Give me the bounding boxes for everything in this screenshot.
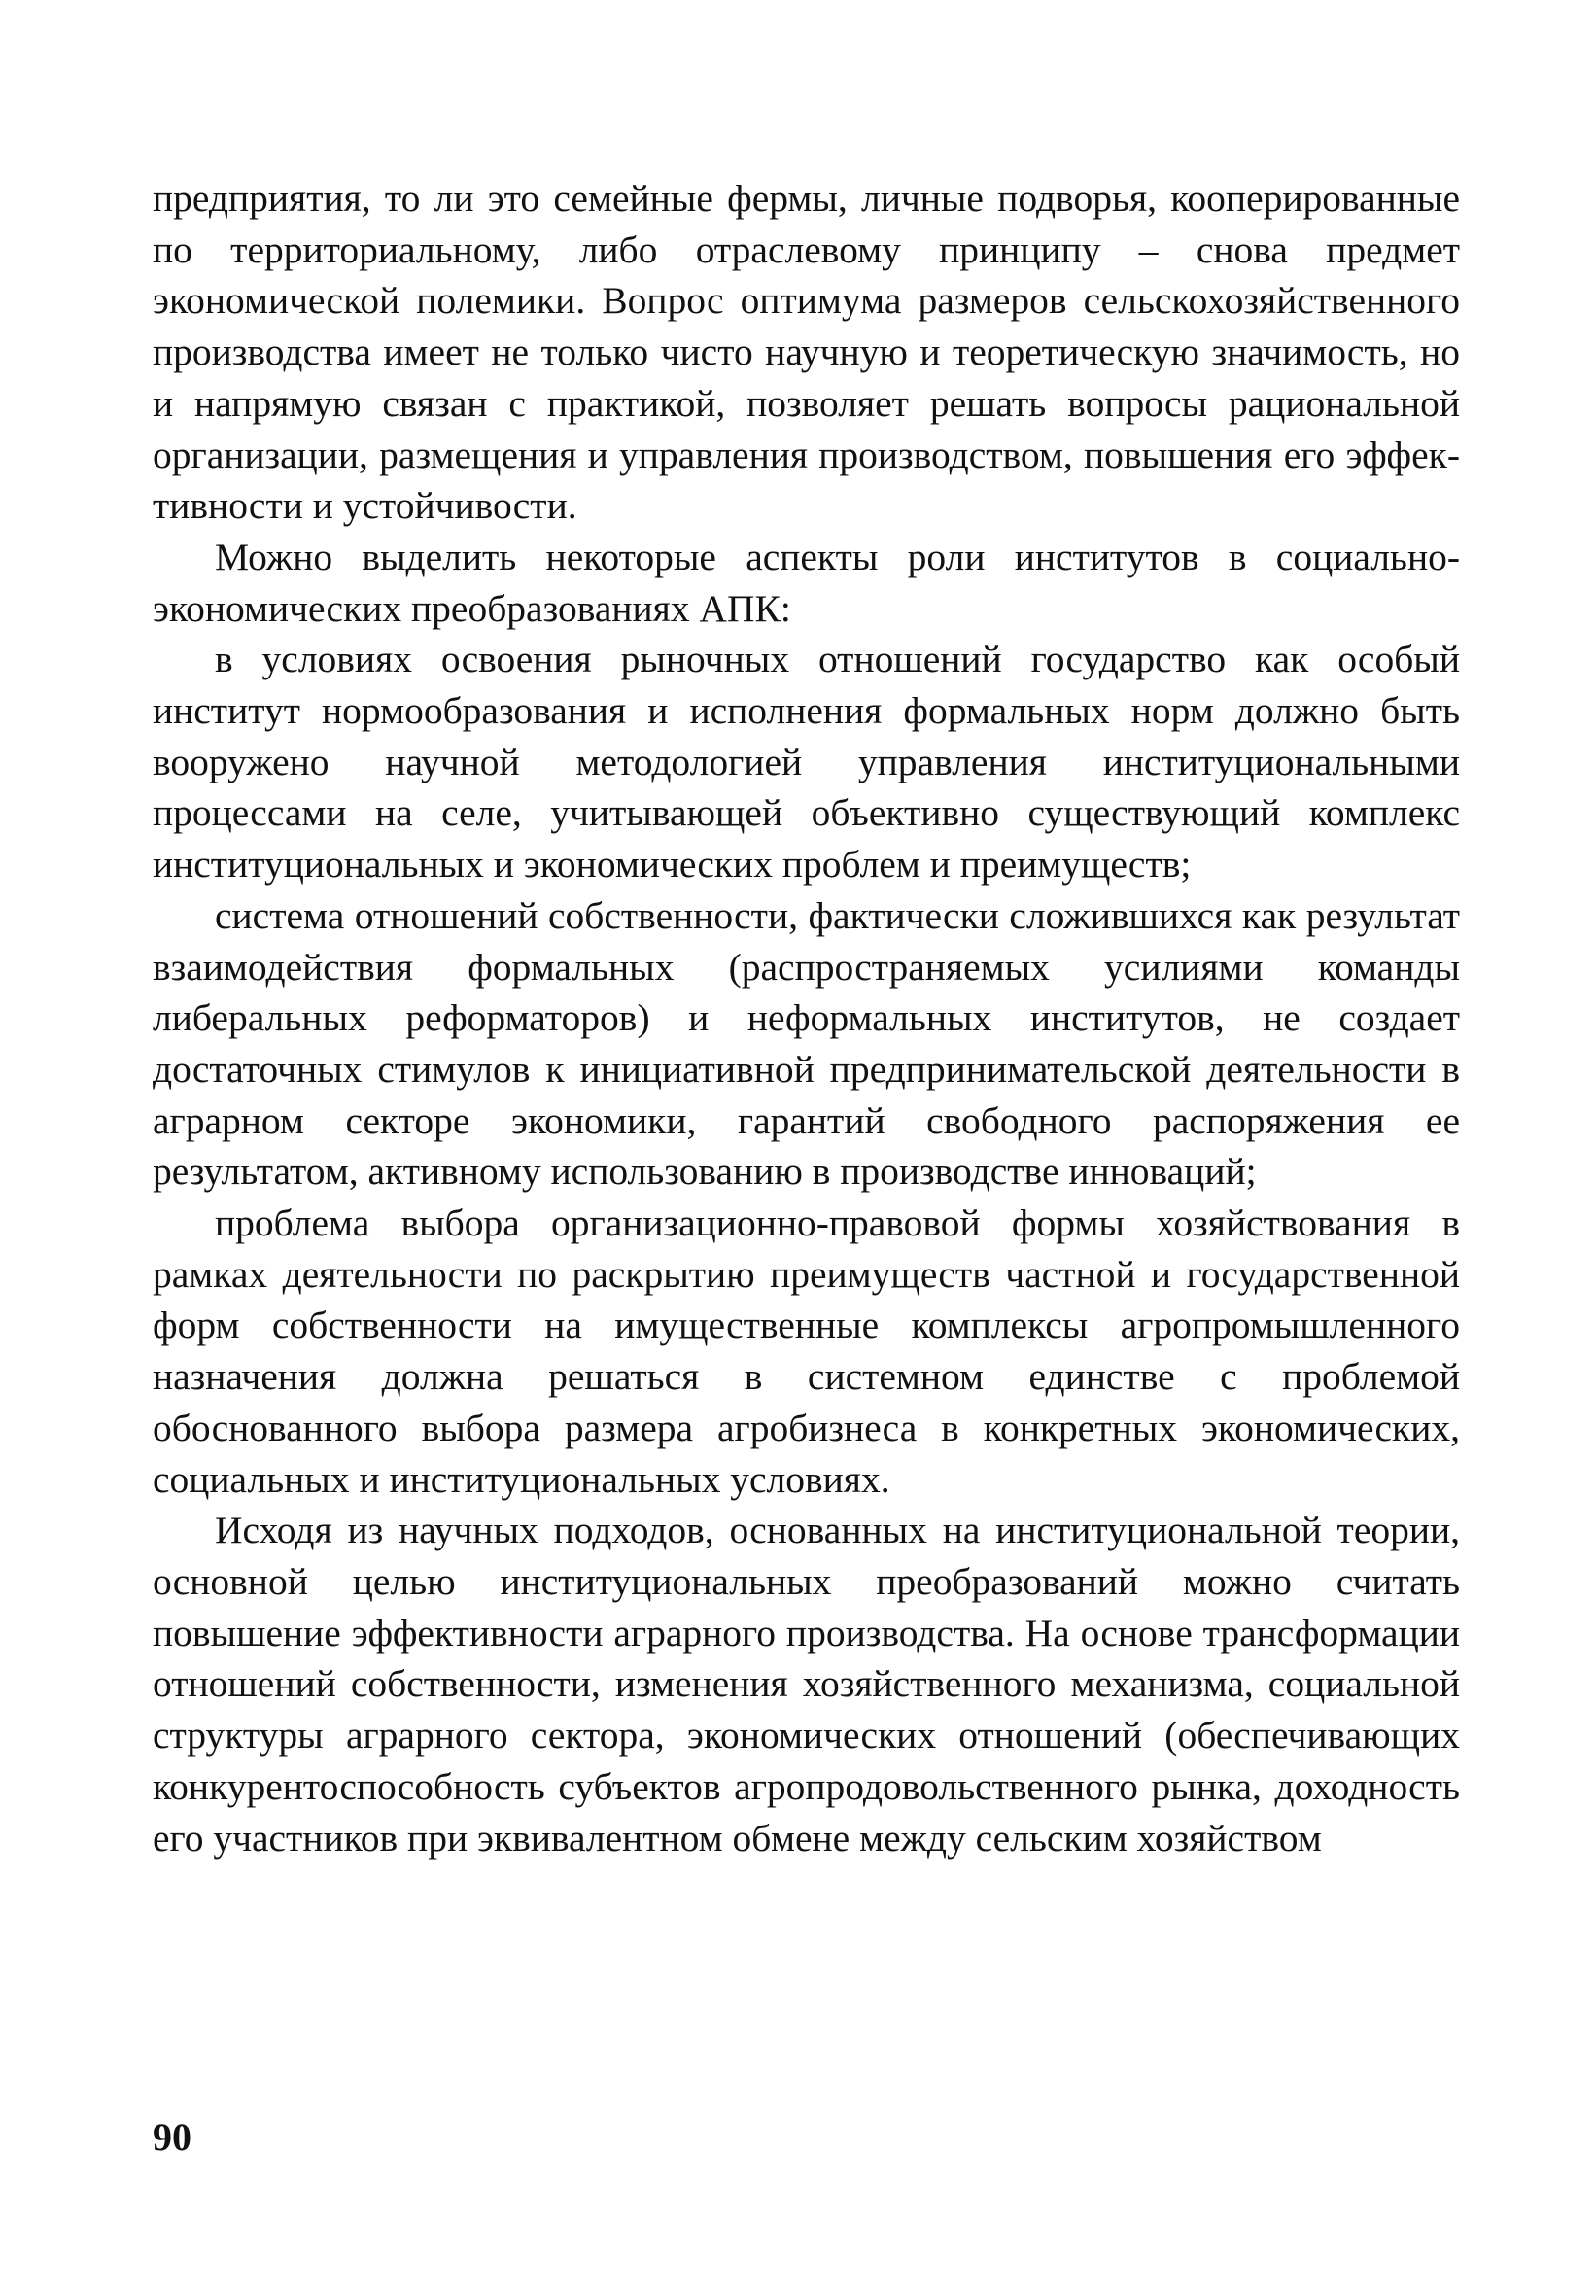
paragraph-continuation: предприятия, то ли это семейные фермы, личные подворья, кооперированные по территориальному, либо отраслевому принципу – снова предмет экономической полемики. Вопрос оптимума размеров сельскохозяйственного производства имеет не только чисто научную и теоретическую значимость, но и напрямую связан с практикой, позволяет решать вопросы рациональной организации, размещения и управления производством, повышения его эффективности и устойчивости. (153, 177, 1460, 528)
list-item-organizational-form: проблема выбора организационно-правовой формы хозяйствования в рамках деятельности по раскрытию преимуществ частной и государственной форм собственности на имущественные комплексы агропромышленного назначения должна решаться в системном единстве с проблемой обоснованного выбора размера агробизнеса в конкретных экономических, социальных и институциональных условиях. (153, 1201, 1460, 1501)
paragraph-conclusion: Исходя из научных подходов, основанных на институциональной теории, основной целью институциональных преобразований можно считать повышение эффективности аграрного производства. На основе трансформации отношений собственности, изменения хозяйственного механизма, социальной структуры аграрного сектора, экономических отношений (обеспечивающих конкурентоспособность субъектов агропродовольственного рынка, доходность его участников при эквивалентном обмене между сельским хозяйством (153, 1509, 1460, 1860)
page-number: 90 (153, 2115, 191, 2159)
paragraph-intro: Можно выделить некоторые аспекты роли институтов в социально-экономических преобразованиях АПК: (153, 535, 1460, 630)
list-item-property-relations: система отношений собственности, фактически сложившихся как результат взаимодействия формальных (распространяемых усилиями команды либеральных реформаторов) и неформальных институтов, не создает достаточных стимулов к инициативной предпринимательской деятельности в аграрном секторе экономики, гарантий свободного распоряжения ее результатом, активному использованию в производстве инноваций; (153, 893, 1460, 1194)
list-item-state-institute: в условиях освоения рыночных отношений государство как особый институт нормообразования и исполнения формальных норм должно быть вооружено научной методологией управления институциональными процессами на селе, учитывающей объективно существующий комплекс институциональных и экономических проблем и преимуществ; (153, 638, 1460, 887)
body-text (153, 173, 1460, 1863)
